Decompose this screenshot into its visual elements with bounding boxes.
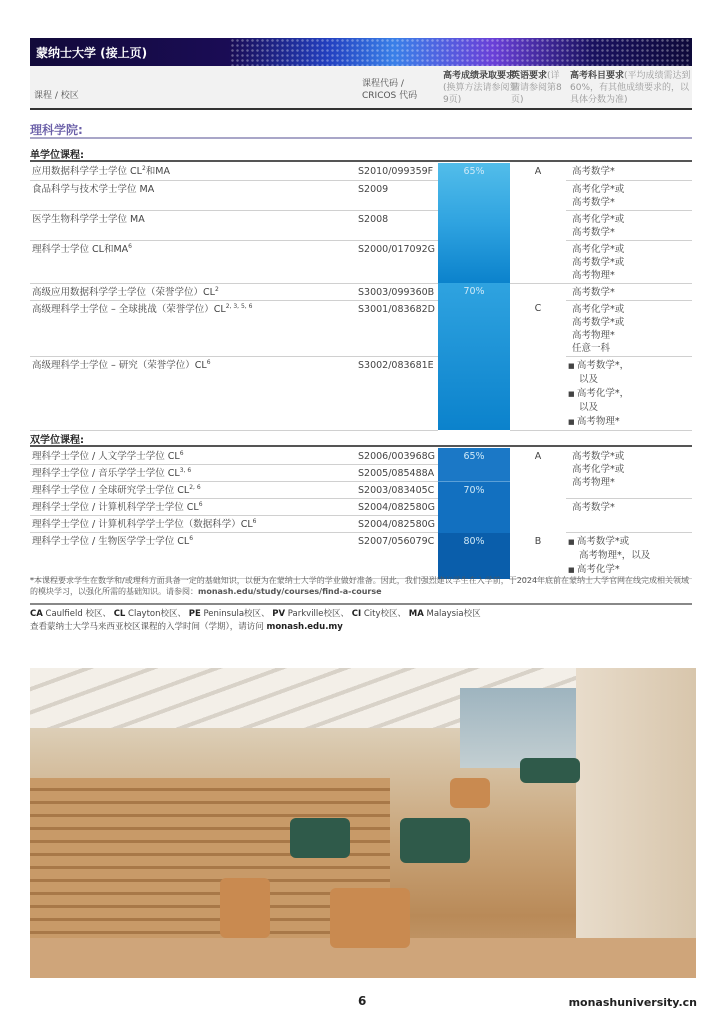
course-name: 理科学士学位 / 人文学学士学位 $CL^6$ (30, 448, 358, 465)
course-name: 食品科学与技术学士学位 MA (30, 180, 358, 210)
course-name: 高级理科学士学位 – 全球挑战（荣誉学位）CL$^{2, 3, 5, 6}$ (30, 300, 358, 356)
table-row (30, 180, 692, 210)
course-code: S3002/083681E (358, 356, 438, 430)
score-requirement: 80% (438, 533, 510, 579)
subject-requirement: 高考数学* (566, 499, 692, 533)
table-row (30, 448, 692, 465)
banner-title: 蒙纳士大学 (接上页) (36, 46, 148, 60)
table-row (30, 356, 692, 430)
header-score: 高考成绩录取要求(换算方法请参阅第9页) (443, 71, 519, 105)
score-requirement: 65% (438, 163, 510, 283)
course-name: 高级应用数据科学学士学位（荣誉学位）$CL^2$ (30, 283, 358, 300)
subject-requirement: 高考化学*或 高考数学*或 高考物理* (566, 240, 692, 283)
score-requirement: 70% (438, 482, 510, 533)
course-code: S2003/083405C (358, 482, 438, 499)
subject-requirement: 高考化学*或 高考数学* (566, 180, 692, 210)
header-course: 课程 / 校区 (34, 91, 79, 101)
faculty-title: 理科学院: (30, 121, 692, 139)
course-code: S2008 (358, 210, 438, 240)
english-requirement: A (510, 163, 566, 283)
english-requirement: C (510, 300, 566, 430)
subject-requirement: 高考化学*或 高考数学* (566, 210, 692, 240)
course-code: S3001/083682D (358, 300, 438, 356)
header-english: 英语要求(详情请参阅第8页) (511, 71, 562, 105)
course-code: S2000/017092G (358, 240, 438, 283)
campus-legend: CA Caulfield 校区、 CL Clayton校区、 PE Peninsula校区、 PV Parkville校区、 CI City校区、 MA Malaysia校区 查看蒙纳士大学马来西亚校区课程的入学时间（学期），请访问 monash.edu.my (30, 609, 481, 632)
english-requirement: B (510, 533, 566, 579)
double-degree-heading: 双学位课程: (30, 431, 692, 447)
table-header (30, 66, 692, 110)
footnote-link[interactable]: monash.edu/study/courses/find-a-course (198, 587, 382, 596)
course-name: 理科学士学位 / 生物医学学士学位 $CL^6$ (30, 533, 358, 579)
course-code: S2004/082580G (358, 516, 438, 533)
table-row (30, 300, 692, 356)
course-code: S2010/099359F (358, 163, 438, 180)
subject-requirement: 高考数学*或 高考化学*或 高考物理* (566, 448, 692, 499)
header-subject: 高考科目要求(平均成绩需达到60%，有其他成绩要求的，以具体分数为准) (570, 71, 691, 105)
table-row (30, 283, 692, 300)
subject-requirement: 高考数学* (566, 283, 692, 300)
score-requirement: 70% (438, 283, 510, 430)
table-row (30, 240, 692, 283)
course-code: S2005/085488A (358, 465, 438, 482)
subject-requirement: ■ 高考数学*或 高考物理*，以及 ■ 高考化学* (566, 533, 692, 579)
table-row (30, 533, 692, 579)
course-name: 理科学士学位 / 音乐学学士学位 CL$^{3, 6}$ (30, 465, 358, 482)
campus-atrium-photo (30, 668, 696, 978)
course-code: S2006/003968G (358, 448, 438, 465)
english-requirement (510, 283, 566, 300)
table-row (30, 163, 692, 180)
subject-requirement: ■ 高考数学*， 以及 ■ 高考化学*， 以及 ■ 高考物理* (566, 356, 692, 430)
footnote: *本课程要求学生在数学和/或理科方面具备一定的基础知识，以便为在蒙纳士大学的学业做好准备。因此，我们强烈建议学生在入学前，于2024年底前在蒙纳士大学官网在线完成相关领域的模块学习，以强化所需的基础知识。请参阅：monash.edu/study/courses/find-a-course (30, 575, 692, 605)
table-row (30, 210, 692, 240)
page-number: 6 (358, 994, 367, 1008)
english-requirement: A (534, 451, 542, 462)
table-row (30, 499, 692, 516)
course-code: S2007/056079C (358, 533, 438, 579)
header-code: 课程代码 / CRICOS 代码 (362, 79, 418, 101)
double-degree-table (30, 448, 692, 579)
course-code: S2004/082580G (358, 499, 438, 516)
course-code: S3003/099360B (358, 283, 438, 300)
score-requirement: 65% (438, 448, 510, 482)
single-degree-table (30, 163, 692, 431)
course-name: 理科学士学位 / 计算机科学学士学位 $CL^6$ (30, 499, 358, 516)
course-name: 理科学士学位 / 计算机科学学士学位（数据科学）$CL^6$ (30, 516, 358, 533)
malaysia-note: 查看蒙纳士大学马来西亚校区课程的入学时间（学期），请访问 monash.edu.my (30, 622, 343, 632)
subject-requirement: 高考化学*或 高考数学*或 高考物理* 任意一科 (566, 300, 692, 356)
course-code: S2009 (358, 180, 438, 210)
subject-requirement: 高考数学* (566, 163, 692, 180)
course-name: 高级理科学士学位 – 研究（荣誉学位）$CL^6$ (30, 356, 358, 430)
website-link[interactable]: monashuniversity.cn (568, 996, 697, 1009)
course-name: 理科学士学位 / 全球研究学士学位 CL$^{2, 6}$ (30, 482, 358, 499)
page-banner (30, 38, 692, 66)
course-name: 应用数据科学学士学位 $CL^2$和MA (30, 163, 358, 180)
course-name: 医学生物科学学士学位 MA (30, 210, 358, 240)
single-degree-heading: 单学位课程: (30, 146, 692, 162)
malaysia-link[interactable]: monash.edu.my (266, 622, 343, 632)
course-name: 理科学士学位 CL和$MA^6$ (30, 240, 358, 283)
